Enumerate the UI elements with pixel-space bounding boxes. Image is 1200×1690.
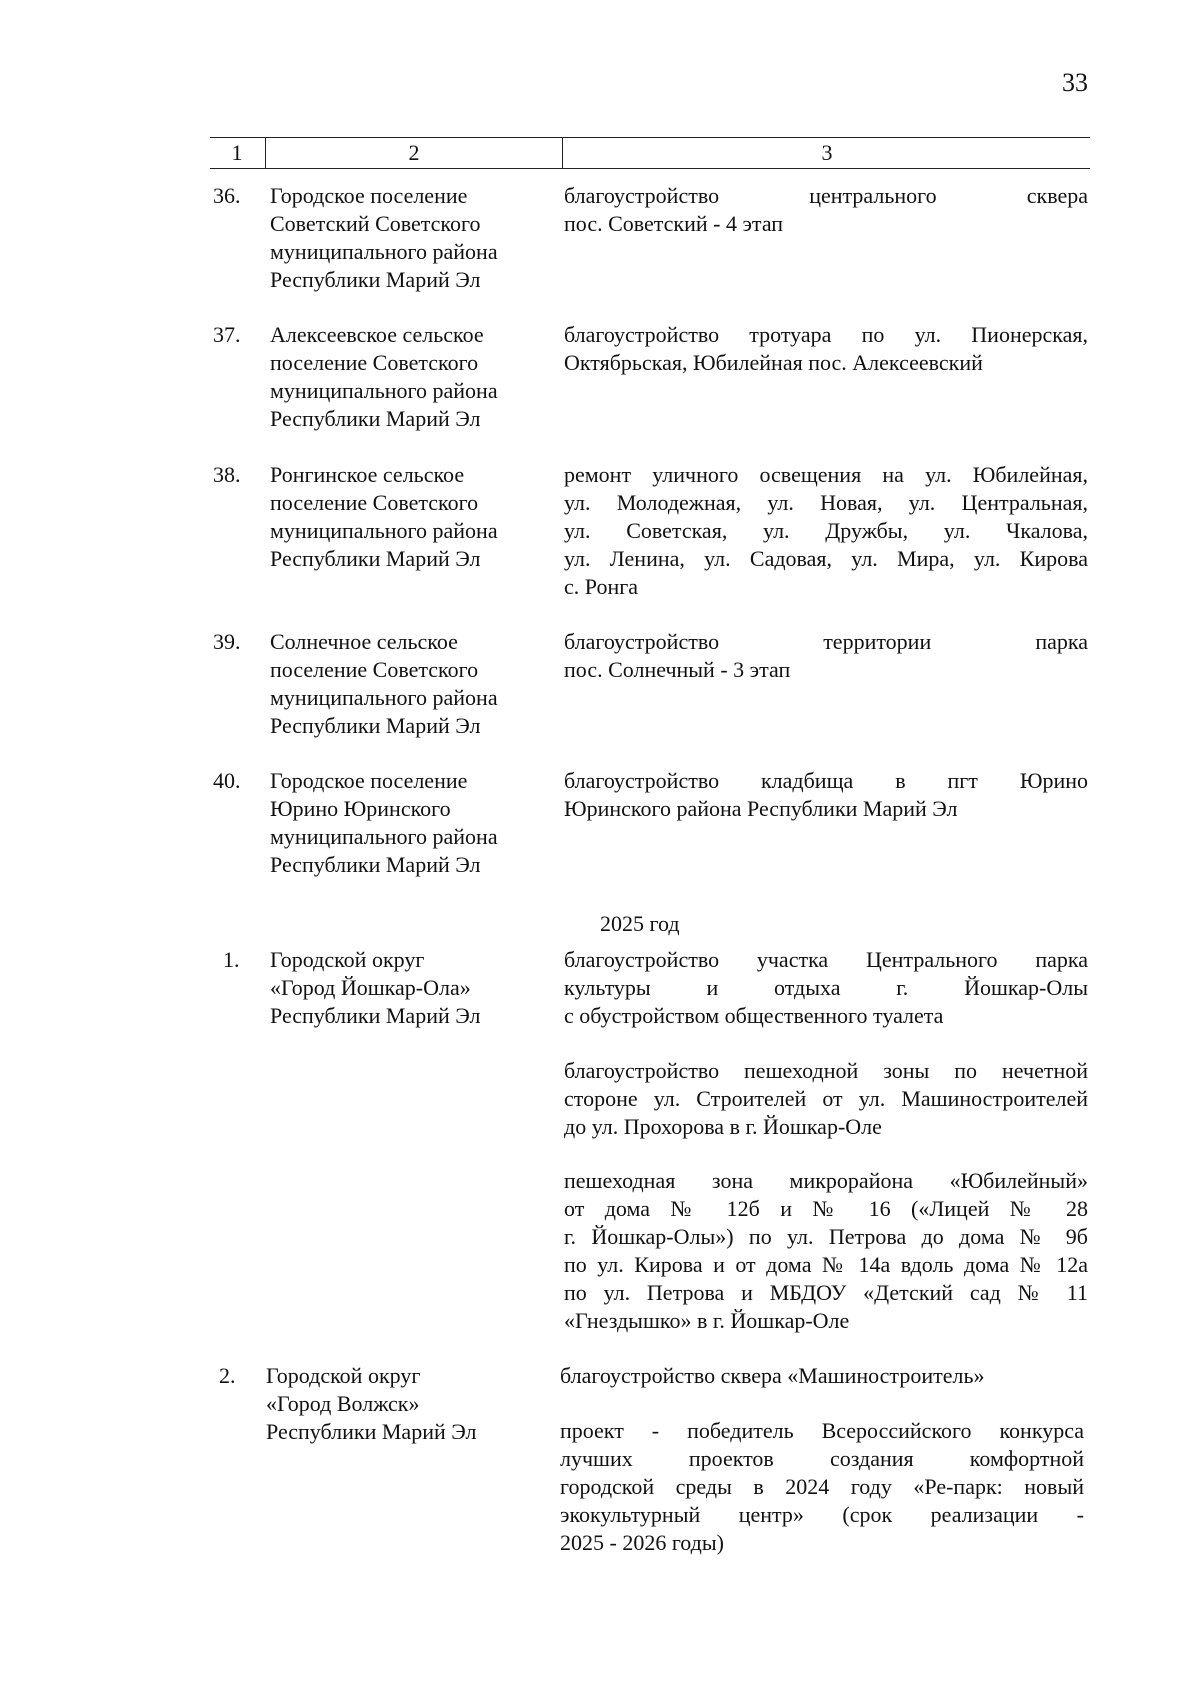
municipality: Городское поселение Юрино Юринского муниципального района Республики Марий Эл xyxy=(270,768,498,877)
row-number: 36. xyxy=(213,183,241,208)
municipality: Городской округ «Город Йошкар-Ола» Республики Марий Эл xyxy=(270,947,481,1028)
project-description: благоустройство тротуара по ул. Пионерская, Октябрьская, Юбилейная пос. Алексеевский xyxy=(564,322,1088,375)
row-number: 39. xyxy=(213,629,241,654)
column-municipality-header: 2 xyxy=(265,138,562,168)
row-number: 1. xyxy=(223,947,240,972)
table-header xyxy=(210,137,1090,169)
municipality: Алексеевское сельское поселение Советского муниципального района Республики Марий Эл xyxy=(270,322,498,431)
municipality: Солнечное сельское поселение Советского муниципального района Республики Марий Эл xyxy=(270,629,498,738)
page-number: 33 xyxy=(1062,68,1088,97)
row-number: 40. xyxy=(213,768,241,793)
project-description: благоустройство участка Центрального парка культуры и отдыха г. Йошкар-Олы с обустройством общественного туалета xyxy=(564,947,1088,1028)
project-description: ремонт уличного освещения на ул. Юбилейная, ул. Молодежная, ул. Новая, ул. Центральная, ул. Советская, ул. Дружбы, ул. Чкалова, ул. Ленина, ул. Садовая, ул. Мира, ул. Кирова с. Ронга xyxy=(564,462,1088,599)
project-description: благоустройство пешеходной зоны по нечетной стороне ул. Строителей от ул. Машиностроителей до ул. Прохорова в г. Йошкар-Оле xyxy=(564,1058,1088,1139)
project-description: благоустройство кладбища в пгт Юрино Юринского района Республики Марий Эл xyxy=(564,768,1088,821)
column-number-header: 1 xyxy=(231,140,243,165)
row-number: 38. xyxy=(213,462,241,487)
project-description: пешеходная зона микрорайона «Юбилейный» от дома № 12б и № 16 («Лицей № 28 г. Йошкар-Олы») по ул. Петрова до дома № 9б по ул. Кирова и от дома № 14а вдоль дома № 12а по ул. Петрова и МБДОУ «Детский сад № 11 «Гнездышко» в г. Йошкар-Оле xyxy=(564,1168,1088,1333)
project-description: благоустройство сквера «Машиностроитель» xyxy=(560,1363,985,1388)
municipality: Ронгинское сельское поселение Советского муниципального района Республики Марий Эл xyxy=(270,462,498,571)
municipality: Городское поселение Советский Советского муниципального района Республики Марий Эл xyxy=(270,183,498,292)
row-number: 37. xyxy=(213,322,241,347)
row-number: 2. xyxy=(219,1363,236,1388)
project-description: благоустройство центрального сквера пос. Советский - 4 этап xyxy=(564,183,1088,236)
year-heading: 2025 год xyxy=(600,911,680,936)
municipality: Городской округ «Город Волжск» Республики Марий Эл xyxy=(266,1363,477,1444)
project-description: проект - победитель Всероссийского конкурса лучших проектов создания комфортной городской среды в 2024 году «Ре-парк: новый экокультурный центр» (срок реализации - 2025 - 2026 годы) xyxy=(560,1418,1084,1555)
project-description: благоустройство территории парка пос. Солнечный - 3 этап xyxy=(564,629,1088,682)
column-project-header: 3 xyxy=(562,138,1091,168)
